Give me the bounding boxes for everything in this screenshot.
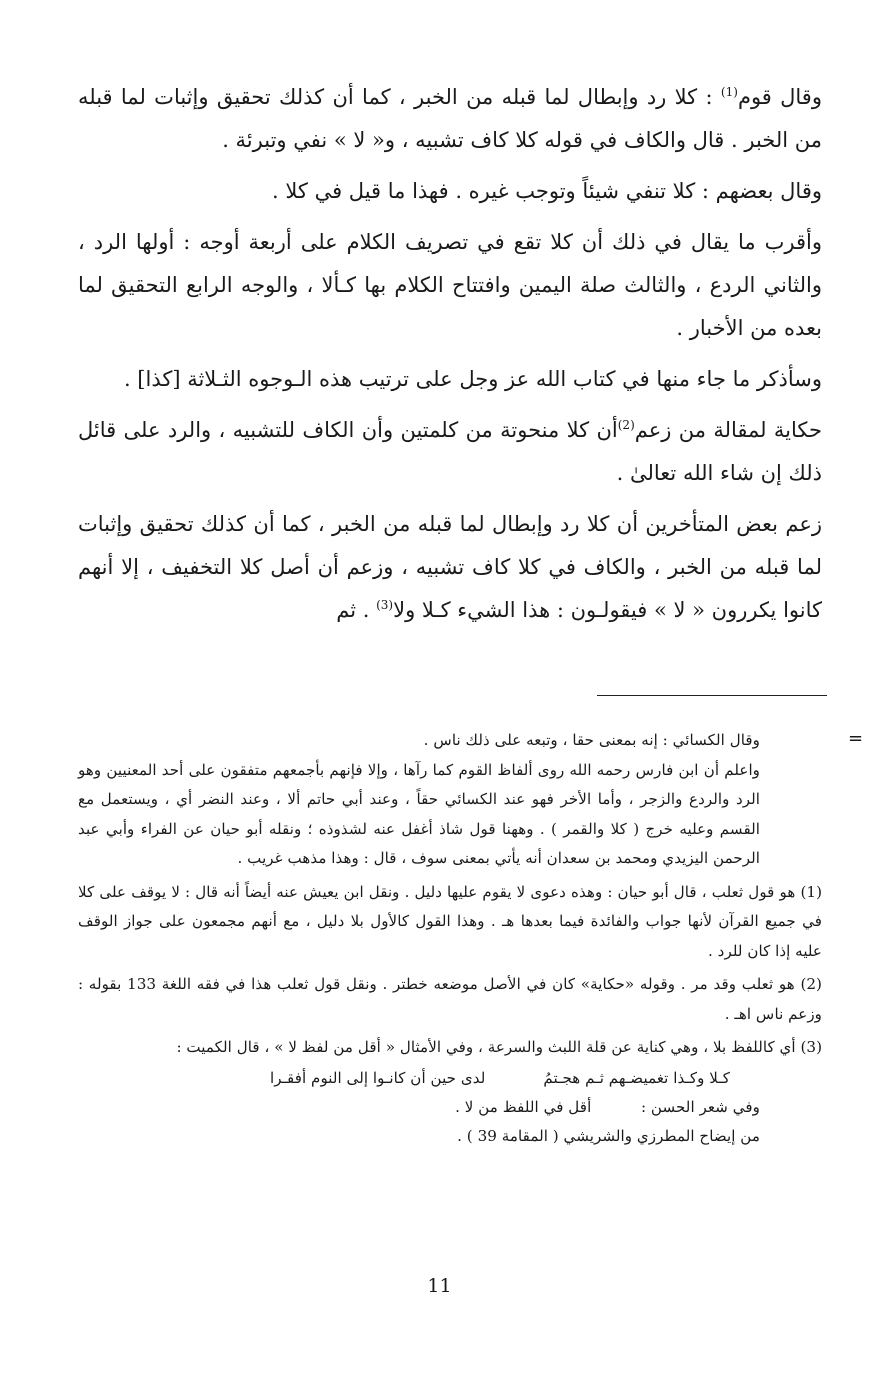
source-citation: من إيضاح المطرزي والشريشي ( المقامة 39 ) . xyxy=(457,1127,760,1145)
footnote-3: (3) أي كاللفظ بلا ، وهي كناية عن قلة اللبث والسرعة ، وفي الأمثال « أقل من لفظ لا » ، قال الكميت : xyxy=(176,1038,822,1056)
paragraph-1 xyxy=(78,76,822,162)
paragraph-1-text-start: وقال قوم xyxy=(737,85,822,109)
paragraph-5-text-start: حكاية لمقالة من زعم xyxy=(634,418,822,442)
footnote-separator xyxy=(597,695,827,696)
footnote-2: (2) هو ثعلب وقد مر . وقوله «حكاية» كان في الأصل موضعه خطتر . ونقل قول ثعلب هذا في فقه اللغة 133 بقوله : وزعم ناس اهـ . xyxy=(78,975,822,1023)
paragraph-3: وأقرب ما يقال في ذلك أن كلا تقع في تصريف الكلام على أربعة أوجه : أولها الرد ، والثاني الردع ، والثالث صلة اليمين وافتتاح الكلام بها كـألا ، والوجه الرابع التحقيق لما بعده من الأخبار . xyxy=(78,230,822,340)
footnote-continuation-2: واعلم أن ابن فارس رحمه الله روى ألفاظ القوم كما رآها ، وإلا فإنهم بأجمعهم متفقون على أحد المعنيين وهو الرد والردع والزجر ، وأما الأخر فهو عند الكسائي حقاً ، وعند أبي حاتم ألا ، وعند النضر أي ، ويستعمل مع القسم وعليه خرج ( كلا والقمر ) . وههنا قول شاذ أغفل عنه لشذوذه ؛ ونقله أبو حيان عن الفراء وأبي عبد الرحمن اليزيدي ومحمد بن سعدان أنه يأتي بمعنى سوف ، قال : وهذا مذهب غريب . xyxy=(78,760,760,867)
paragraph-5-text-end: أن كلا منحوتة من كلمتين وأن الكاف للتشبيه ، والرد على قائل ذلك إن شاء الله تعالىٰ . xyxy=(78,418,822,485)
page-number: 11 xyxy=(427,1275,452,1297)
footnote-ref-1[interactable]: (1) xyxy=(720,85,738,99)
hasan-quote-line xyxy=(78,1093,822,1123)
verse-first-hemistich: كـلا وكـذا تغميضـهم ثـم هجـتمُ xyxy=(543,1068,730,1087)
main-text xyxy=(78,76,822,632)
footnotes xyxy=(78,726,822,1152)
paragraph-1-text-end: : كلا رد وإبطال لما قبله من الخبر ، كما أن كذلك تحقيق وإثبات لما قبله من الخبر . قال والكاف في قوله كلا كاف تشبيه ، و« لا » نفي وتبرئة . xyxy=(78,85,822,152)
paragraph-4: وسأذكر ما جاء منها في كتاب الله عز وجل على ترتيب هذه الـوجوه الثـلاثة [كذا] . xyxy=(123,367,822,391)
paragraph-6-text-end: . ثم xyxy=(336,598,377,622)
hasan-label: وفي شعر الحسن : xyxy=(640,1097,760,1116)
footnote-ref-2[interactable]: (2) xyxy=(617,418,635,432)
footnote-continuation-1: وقال الكسائي : إنه بمعنى حقا ، وتبعه على ذلك ناس . xyxy=(423,731,760,749)
footnote-ref-3[interactable]: (3) xyxy=(376,598,394,612)
paragraph-2: وقال بعضهم : كلا تنفي شيئاً وتوجب غيره . فهذا ما قيل في كلا . xyxy=(272,179,822,203)
hasan-text: أقل في اللفظ من لا . xyxy=(455,1097,592,1116)
paragraph-6 xyxy=(78,503,822,632)
footnote-1: (1) هو قول ثعلب ، قال أبو حيان : وهذه دعوى لا يقوم عليها دليل . ونقل ابن يعيش عنه أيضاً أنه قال : لا يوقف على كلا في جميع القرآن لأنها جواب والفائدة فيما بعدها هـ . وهذا القول كالأول بلا دليل ، مع أنهم مجمعون على جواز الوقف عليه إذا كان للرد . xyxy=(78,882,822,960)
verse-second-hemistich: لدى حين أن كانـوا إلى النوم أفقـرا xyxy=(270,1068,486,1087)
poetry-verse xyxy=(78,1063,822,1093)
paragraph-5 xyxy=(78,409,822,495)
continuation-mark: = xyxy=(848,728,864,749)
paragraph-6-text-start: زعم بعض المتأخرين أن كلا رد وإبطال لما قبله من الخبر ، كما أن كذلك تحقيق وإثبات لما قبله من الخبر ، والكاف في كلا كاف تشبيه ، وزعم أن أصل كلا التخفيف ، إلا أنهم كانوا يكررون « لا » فيقولـون : هذا الشيء كـلا ولا xyxy=(78,512,822,622)
